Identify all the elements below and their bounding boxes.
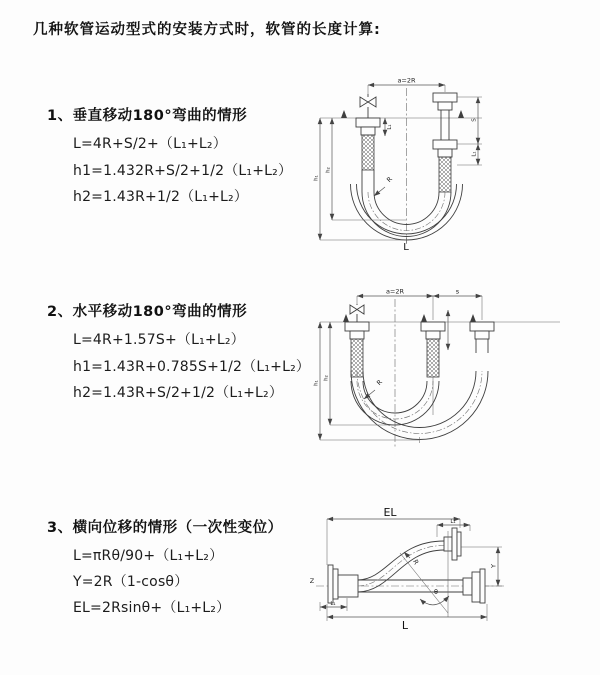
hose-u-bends bbox=[351, 371, 488, 440]
dim-label-h1: h₁ bbox=[313, 380, 320, 386]
dim-label-radius: R bbox=[385, 175, 395, 185]
motion-arrow-icon bbox=[421, 314, 427, 322]
dim-label-radius: R bbox=[411, 558, 421, 566]
section-2-heading: 2、水平移动180°弯曲的情形 bbox=[47, 304, 248, 320]
diagram-horizontal-180-bend bbox=[308, 283, 598, 468]
section-2-formula-h1: h1=1.43R+0.785S+1/2（L₁+L₂） bbox=[73, 359, 311, 375]
dim-label-el: EL bbox=[383, 506, 397, 519]
diagram-lateral-displacement bbox=[300, 503, 600, 653]
right-pipe bbox=[433, 93, 457, 192]
section-3-formula-Y: Y=2R（1-cosθ） bbox=[73, 574, 189, 590]
valve-icon bbox=[360, 94, 376, 118]
dim-label-a2r: a=2R bbox=[385, 287, 405, 296]
section-3-formula-L: L=πRθ/90+（L₁+L₂） bbox=[73, 548, 224, 564]
section-1-formula-h1: h1=1.432R+S/2+1/2（L₁+L₂） bbox=[73, 163, 293, 179]
dim-label-length: L bbox=[403, 242, 409, 253]
dim-label-s: S bbox=[471, 118, 478, 122]
dim-label-s: s bbox=[455, 287, 460, 296]
dim-label-a2r: a=2R bbox=[397, 76, 416, 85]
section-1-heading: 1、垂直移动180°弯曲的情形 bbox=[47, 108, 248, 124]
motion-arrow-icon bbox=[458, 110, 464, 118]
dim-label-h2: h₂ bbox=[323, 375, 330, 381]
motion-arrow-icon bbox=[470, 314, 476, 322]
dim-label-y: Y bbox=[489, 564, 498, 568]
section-3-formula-EL: EL=2Rsinθ+（L₁+L₂） bbox=[73, 600, 231, 616]
valve-icon bbox=[350, 304, 364, 322]
upper-flange bbox=[444, 528, 461, 560]
section-3-heading: 3、横向位移的情形（一次性变位） bbox=[47, 520, 283, 536]
motion-arrow-icon bbox=[343, 314, 349, 322]
hose-s-curve bbox=[358, 541, 444, 592]
dim-label-h2: h₂ bbox=[325, 167, 332, 173]
section-1-formula-L: L=4R+S/2+（L₁+L₂） bbox=[73, 136, 227, 152]
left-pipe bbox=[356, 118, 380, 192]
dim-label-l1-left: L₁ bbox=[330, 601, 336, 607]
dim-label-theta: θ bbox=[434, 588, 438, 596]
dim-label-l1-left: L₁ bbox=[387, 124, 393, 130]
dim-label-h1: h₁ bbox=[313, 175, 320, 181]
dim-label-l: L bbox=[401, 619, 409, 632]
section-1-formula-h2: h2=1.43R+1/2（L₁+L₂） bbox=[73, 189, 249, 205]
dim-label-l1-top: L₁ bbox=[450, 519, 456, 525]
right-flange bbox=[463, 569, 485, 603]
left-flange bbox=[328, 565, 358, 603]
dim-label-l1-right: L₁ bbox=[471, 151, 478, 157]
right-pipe-moved bbox=[470, 322, 494, 353]
dim-label-radius: R bbox=[375, 378, 385, 388]
motion-arrow-icon bbox=[341, 110, 347, 118]
section-2-formula-L: L=4R+1.57S+（L₁+L₂） bbox=[73, 332, 245, 348]
section-2-formula-h2: h2=1.43R+S/2+1/2（L₁+L₂） bbox=[73, 385, 284, 401]
left-pipe bbox=[345, 322, 369, 377]
page-title: 几种软管运动型式的安装方式时，软管的长度计算: bbox=[33, 22, 381, 38]
diagram-vertical-180-bend bbox=[310, 70, 595, 260]
middle-pipe bbox=[421, 322, 445, 415]
datum-label-z: Z bbox=[309, 577, 315, 585]
